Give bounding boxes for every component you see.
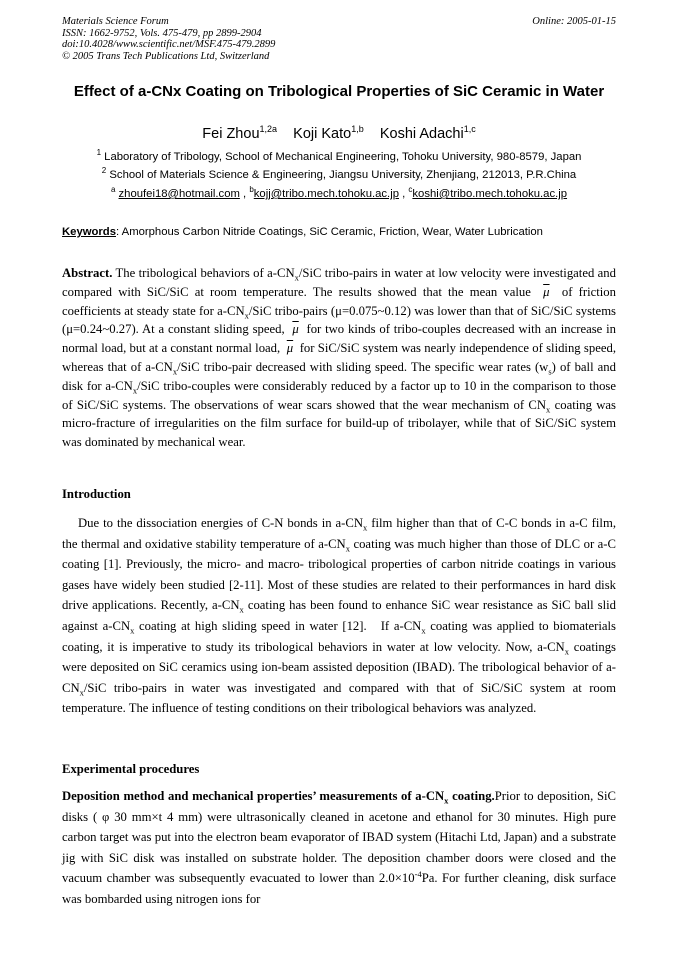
doi-line[interactable]: doi:10.4028/www.scientific.net/MSF.475-479.2899 <box>62 39 276 50</box>
affiliation-text: School of Materials Science & Engineering, Jiangsu University, Zhenjiang, 212013, P.R.China <box>109 169 577 181</box>
email-list: $^a$ zhoufei18@hotmail.com , $^b$kojj@tribo.mech.tohoku.ac.jp , $^c$koshi@tribo.mech.tohoku.ac.jp <box>110 185 568 200</box>
affiliation-sup: 2 <box>101 166 107 176</box>
author-name: Fei Zhou <box>202 126 260 142</box>
author-name: Koshi Adachi <box>379 126 464 142</box>
email-link[interactable]: koshi@tribo.mech.tohoku.ac.jp <box>412 188 568 200</box>
keywords-label: Keywords <box>62 226 116 238</box>
email-link[interactable]: zhoufei18@hotmail.com <box>118 188 240 200</box>
copyright-line: © 2005 Trans Tech Publications Ltd, Switzerland <box>62 50 270 62</box>
paper-title: Effect of a-CNx Coating on Tribological Properties of SiC Ceramic in Water <box>73 83 605 100</box>
experimental-heading: Experimental procedures <box>62 762 200 776</box>
email-link[interactable]: kojj@tribo.mech.tohoku.ac.jp <box>253 188 399 200</box>
journal-header <box>62 16 275 62</box>
author-list <box>62 126 616 142</box>
journal-name: Materials Science Forum <box>62 16 169 27</box>
affiliation-1 <box>62 148 616 163</box>
experimental-paragraph: Deposition method and mechanical properties’ measurements of $a-CN_x$ coating.Prior to deposition, SiC disks ( φ 30 mm×t 4 mm) were ultrasonically cleaned in acetone and ethanol for 30 minutes. High pure carbon target was put into the electron beam evaporator of IBAD system (Hitachi Ltd, Japan) and a substrate jig with SiC disk was installed on substrate holder. The deposition chamber doors were closed and the vacuum chamber was subsequently evacuated to lower than $2.0\times 10^{-4}Pa$. For further cleaning, disk surface was bombarded using nitrogen ions for <box>62 789 616 906</box>
author-name: Koji Kato <box>293 126 352 142</box>
affiliation-sup: 1 <box>96 148 102 158</box>
affiliation-text: Laboratory of Tribology, School of Mechanical Engineering, Tohoku University, 980-8579, Japan <box>104 151 582 163</box>
deposition-subheading: Deposition method and mechanical properties’ measurements of $a-CN_x$ coating. <box>62 789 495 806</box>
affiliation-2 <box>62 166 616 181</box>
email-sup: b <box>249 185 254 195</box>
keywords-line <box>62 226 616 238</box>
author-sup: 1,b <box>351 124 364 135</box>
issn-line: ISSN: 1662-9752, Vols. 475-479, pp 2899-2904 <box>62 27 262 39</box>
abstract-label: Abstract. <box>62 266 113 280</box>
author-sup: 1,c <box>463 124 476 135</box>
email-sup: a <box>110 185 116 195</box>
introduction-heading: Introduction <box>62 487 131 501</box>
online-date: Online: 2005-01-15 <box>532 16 616 27</box>
author-sup: 1,2a <box>259 124 278 135</box>
keywords-text: : Amorphous Carbon Nitride Coatings, SiC Ceramic, Friction, Wear, Water Lubrication <box>116 226 543 238</box>
abstract-paragraph: Abstract. The tribological behaviors of $a-CN_x$/SiC tribo-pairs in water at low velocity were investigated and compared with SiC/SiC at room temperature. The results showed that the mean value $\overline{\mu}$ of friction coefficients at steady state for $a-CN_x$/SiC tribo-pairs (μ=0.075~0.12) was lower than that of SiC/SiC systems (μ=0.24~0.27). At a constant sliding speed, $\overline{\mu}$ for two kinds of tribo-couples decreased with an increase in normal load, but at a constant normal load, $\overline{\mu}$ for SiC/SiC system was nearly independence of sliding speed, whereas that of $a-CN_x$/SiC tribo-pair decreased with sliding speed. The specific wear rates $(w_s)$ of ball and disk for $a-CN_x$/SiC tribo-couples were considerably reduced by a factor up to 10 in the comparison to those of SiC/SiC systems. The observations of wear scars showed that the wear mechanism of $CN_x$ coating was micro-fracture of irregularities on the film surface for build-up of tribolayer, while that of SiC/SiC system was dominated by mechanical wear. <box>62 266 616 450</box>
introduction-paragraph: Due to the dissociation energies of C-N bonds in $a-CN_x$ film higher than that of C-C bonds in a-C film, the thermal and oxidative stability temperature of $a-CN_x$ coating was much higher than those of DLC or a-C coating [1]. Previously, the micro- and macro- tribological properties of carbon nitride coatings in various gases have widely been studied [2-11]. Most of these studies are related to their performances in hard disk drive applications. Recently, $a-CN_x$ coating has been found to enhance SiC wear resistance as SiC ball slid against $a-CN_x$ coating at high sliding speed in water [12]. If $a-CN_x$ coating was applied to biomaterials coating, it is imperative to study its tribological behaviors in water at low velocity. Now, $a-CN_x$ coatings were deposited on SiC ceramics using ion-beam assisted deposition (IBAD). The tribological behavior of $a-CN_x$/SiC tribo-pairs in water was investigated and compared with that of SiC/SiC system at room temperature. The influence of testing conditions on their tribological behaviors was analyzed. <box>62 516 616 716</box>
email-sup: c <box>408 185 413 195</box>
